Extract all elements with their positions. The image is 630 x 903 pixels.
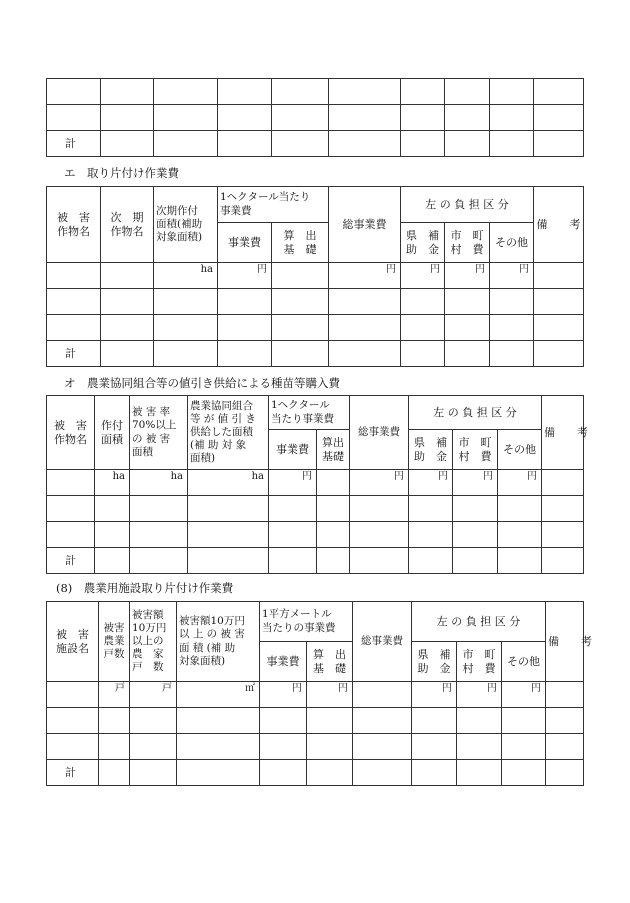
unit-area: ㎡ [177, 682, 260, 708]
table-row [47, 105, 584, 131]
section-8-title: (8) 農業用施設取り片付け作業費 [56, 581, 234, 595]
unit-over-100k: 戸 [130, 682, 177, 708]
header-per-ha: 1ヘクタール 当たり事業費 [269, 396, 350, 430]
unit-city: 円 [445, 263, 490, 289]
total-row [47, 548, 584, 574]
section-8-table [46, 601, 593, 786]
unit-supplied-area: ha [188, 470, 269, 496]
table-row [47, 522, 584, 548]
header-total-cost: 総事業費 [350, 396, 409, 470]
header-remarks: 備 考 [534, 187, 584, 263]
header-households: 被害 農業 戸数 [99, 602, 130, 682]
total-label: 計 [47, 341, 101, 367]
header-remarks: 備 考 [542, 396, 584, 470]
header-basis: 算 出 基 礎 [307, 642, 353, 682]
header-row [47, 396, 584, 430]
header-project-cost: 事業費 [218, 223, 272, 263]
header-crop: 被 害 作物名 [47, 396, 95, 470]
header-remarks: 備 考 [546, 602, 584, 682]
unit-total: 円 [350, 470, 409, 496]
header-total-cost: 総事業費 [353, 602, 412, 682]
total-label: 計 [47, 548, 95, 574]
header-row [47, 187, 584, 223]
unit-plant-area: ha [95, 470, 130, 496]
header-burden: 左 の 負 担 区 分 [412, 602, 546, 642]
header-row [47, 602, 584, 642]
header-city: 市 町 村 費 [445, 223, 490, 263]
table-row [47, 708, 584, 734]
header-facility: 被 害 施設名 [47, 602, 99, 682]
header-damaged-area: 被 害 率 70%以上 の 被 害 面積 [130, 396, 188, 470]
total-label: 計 [47, 131, 101, 157]
section-o-table [46, 395, 589, 574]
unit-other: 円 [490, 263, 534, 289]
unit-basis: 円 [307, 682, 353, 708]
unit-cost: 円 [269, 470, 317, 496]
unit-damaged-area: ha [130, 470, 188, 496]
unit-cost: 円 [260, 682, 307, 708]
header-total-cost: 総事業費 [329, 187, 401, 263]
table-row [47, 289, 584, 315]
header-plant-area: 作付 面積 [95, 396, 130, 470]
header-city: 市 町 村 費 [453, 430, 498, 470]
total-label: 計 [47, 760, 99, 786]
unit-row [47, 263, 584, 289]
section-o-title: オ 農業協同組合等の値引き供給による種苗等購入費 [64, 376, 340, 390]
header-area: 被害額10万円 以 上 の 被 害 面 積 (補 助 対象面積) [177, 602, 260, 682]
header-pref: 県 補 助 金 [409, 430, 453, 470]
header-next-crop: 次 期 作物名 [101, 187, 154, 263]
header-per-ha: 1ヘクタール当たり 事業費 [218, 187, 329, 223]
table-row [47, 79, 584, 105]
header-other: その他 [498, 430, 542, 470]
top-table [46, 78, 584, 157]
header-basis: 算出 基礎 [317, 430, 350, 470]
header-crop: 被 害 作物名 [47, 187, 101, 263]
unit-row [47, 682, 584, 708]
header-burden: 左 の 負 担 区 分 [409, 396, 542, 430]
header-burden: 左 の 負 担 区 分 [401, 187, 534, 223]
header-pref: 県 補 助 金 [401, 223, 445, 263]
unit-households: 戸 [99, 682, 130, 708]
section-e-table [46, 186, 584, 367]
header-per-m2: 1平方メートル 当たりの事業費 [260, 602, 353, 642]
unit-pref: 円 [412, 682, 457, 708]
table-row [47, 496, 584, 522]
header-pref: 県 補 助 金 [412, 642, 457, 682]
header-project-cost: 事業費 [260, 642, 307, 682]
unit-row [47, 470, 584, 496]
total-row [47, 341, 584, 367]
unit-city: 円 [453, 470, 498, 496]
unit-area: ha [154, 263, 218, 289]
unit-other: 円 [502, 682, 546, 708]
unit-pref: 円 [409, 470, 453, 496]
unit-pref: 円 [401, 263, 445, 289]
table-row [47, 315, 584, 341]
unit-cost: 円 [218, 263, 272, 289]
unit-other: 円 [498, 470, 542, 496]
header-city: 市 町 村 費 [457, 642, 502, 682]
header-supplied-area: 農業協同組合 等 が 値 引 き 供給した面積 (補 助 対 象 面積) [188, 396, 269, 470]
unit-total: 円 [329, 263, 401, 289]
header-next-area: 次期作付 面積(補助 対象面積) [154, 187, 218, 263]
unit-city: 円 [457, 682, 502, 708]
section-e-title: エ 取り片付け作業費 [64, 166, 179, 180]
table-row [47, 734, 584, 760]
total-row [47, 760, 584, 786]
header-project-cost: 事業費 [269, 430, 317, 470]
header-other: その他 [502, 642, 546, 682]
header-other: その他 [490, 223, 534, 263]
header-over-100k: 被害額 10万円 以上の 農 家 戸 数 [130, 602, 177, 682]
total-row [47, 131, 584, 157]
header-basis: 算 出 基 礎 [272, 223, 329, 263]
